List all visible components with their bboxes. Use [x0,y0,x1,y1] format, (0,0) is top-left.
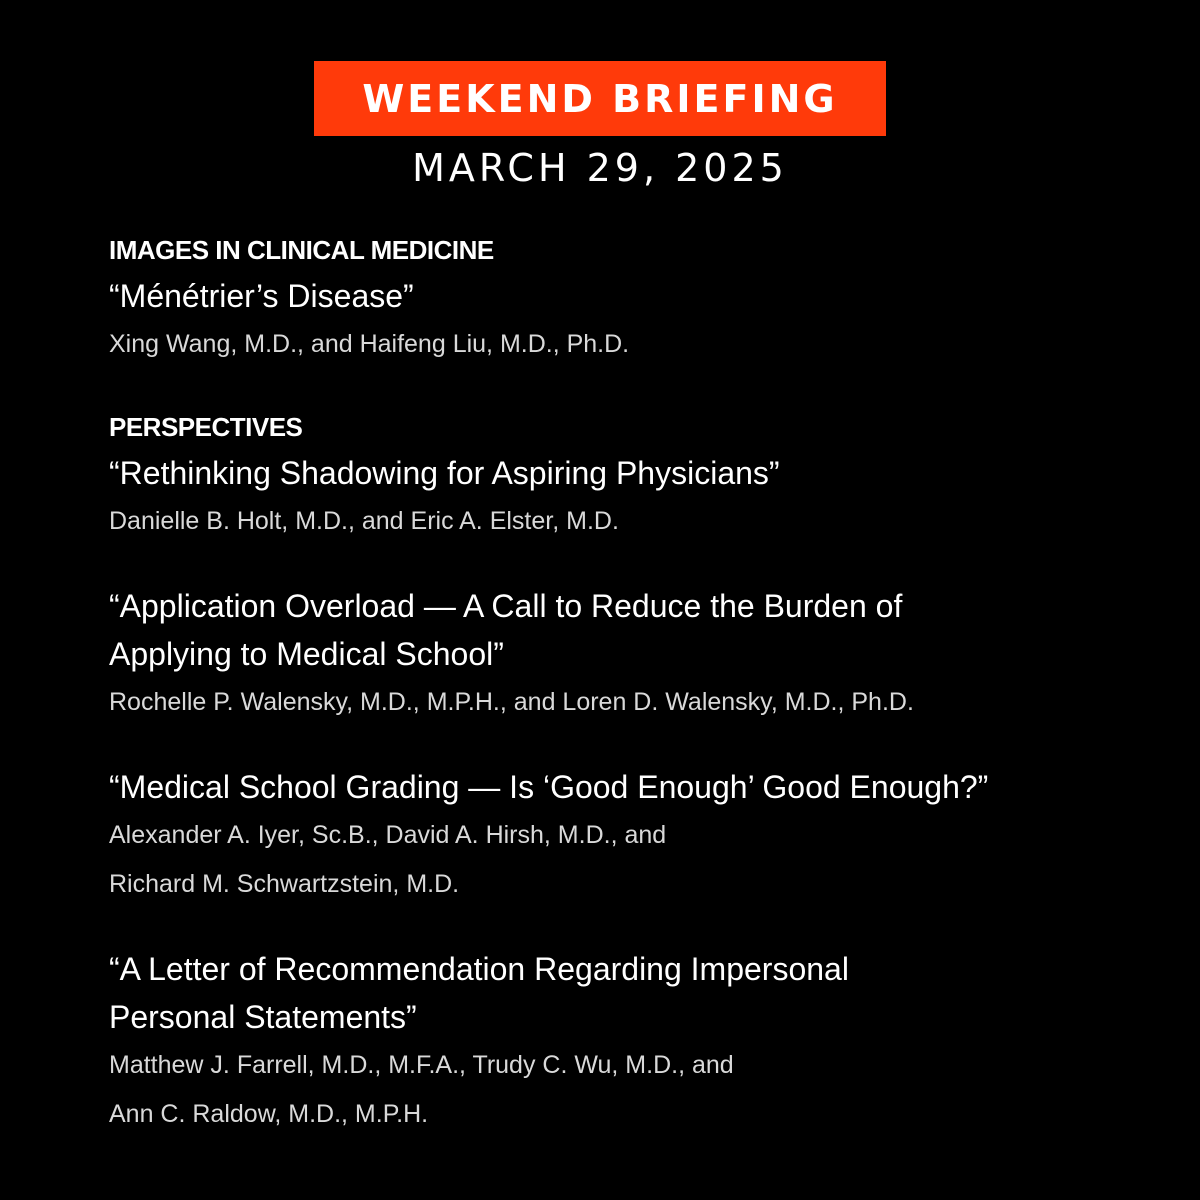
article-spacer [109,546,1179,582]
weekend-briefing-banner [314,61,886,136]
article-title-line: Applying to Medical School” [109,636,504,672]
section-images-in-clinical-medicine [109,228,1179,369]
briefing-date: MARCH 29, 2025 [412,146,788,190]
article[interactable] [109,945,1179,1139]
article-spacer [109,909,1179,945]
article[interactable] [109,449,1179,546]
article-title[interactable]: “Ménétrier’s Disease” [109,278,414,314]
article-title[interactable]: “Rethinking Shadowing for Aspiring Physicians” [109,455,780,491]
author-line: Ann C. Raldow, M.D., M.P.H. [109,1100,429,1128]
section-label: PERSPECTIVES [109,412,303,442]
author-line: Danielle B. Holt, M.D., and Eric A. Elster, M.D. [109,507,619,535]
section-perspectives [109,405,1179,1139]
article-authors [109,1041,1179,1139]
article[interactable] [109,272,1179,369]
author-line: Rochelle P. Walensky, M.D., M.P.H., and Loren D. Walensky, M.D., Ph.D. [109,688,914,716]
section-spacer [109,369,1179,405]
article-title-line: “Application Overload — A Call to Reduce the Burden of [109,588,903,624]
article-title[interactable]: “Medical School Grading — Is ‘Good Enough’ Good Enough?” [109,769,989,805]
article-authors [109,811,1179,909]
article-title[interactable] [109,582,1179,678]
author-line: Matthew J. Farrell, M.D., M.F.A., Trudy C. Wu, M.D., and [109,1051,734,1079]
article-authors [109,678,1179,727]
author-line: Xing Wang, M.D., and Haifeng Liu, M.D., Ph.D. [109,330,630,358]
article-title-line: Personal Statements” [109,999,417,1035]
author-line: Alexander A. Iyer, Sc.B., David A. Hirsh, M.D., and [109,821,667,849]
article-title-line: “A Letter of Recommendation Regarding Impersonal [109,951,849,987]
banner-title: WEEKEND BRIEFING [362,76,838,121]
article-authors [109,320,1179,369]
article-authors [109,497,1179,546]
article-title[interactable] [109,945,1179,1041]
article[interactable] [109,582,1179,727]
section-label: IMAGES IN CLINICAL MEDICINE [109,235,494,265]
author-line: Richard M. Schwartzstein, M.D. [109,870,460,898]
briefing-content [109,228,1179,1139]
article-spacer [109,727,1179,763]
article[interactable] [109,763,1179,909]
